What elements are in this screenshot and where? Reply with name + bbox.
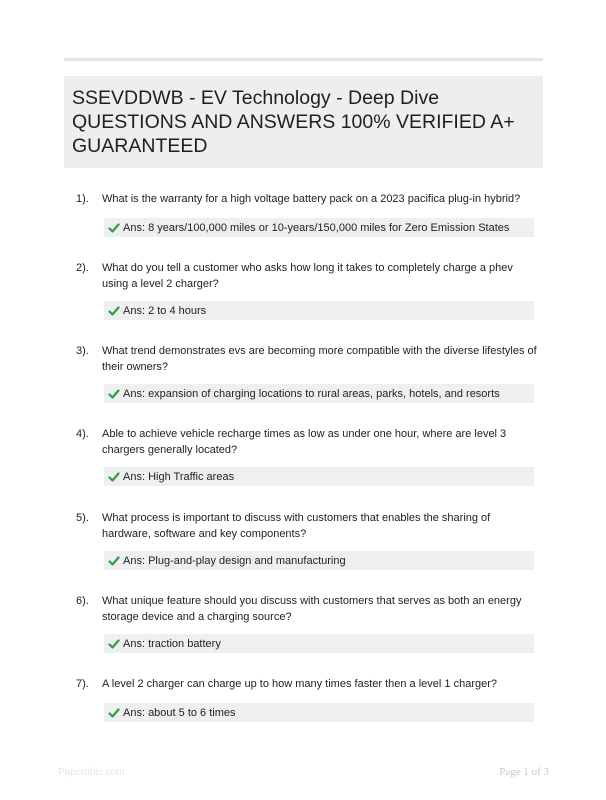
answer-text: Ans: traction battery: [123, 637, 221, 650]
document-title: [72, 86, 535, 158]
answer-box: [104, 467, 534, 486]
answer-box: [104, 218, 534, 237]
question-text: What process is important to discuss with customers that enables the sharing of hardware, software and key components?: [102, 512, 491, 540]
answer-box: [104, 703, 534, 722]
question-number: 1).: [76, 193, 89, 205]
question-number: 2).: [76, 262, 89, 274]
title-line: SSEVDDWB - EV Technology - Deep Dive: [72, 87, 440, 109]
answer-text: Ans: Plug-and-play design and manufacturing: [123, 554, 346, 567]
page-indicator: Page 1 of 3: [499, 766, 549, 778]
check-icon: [108, 222, 120, 234]
check-icon: [108, 305, 120, 317]
question-number: 6).: [76, 595, 89, 607]
check-icon: [108, 555, 120, 567]
question-text: What do you tell a customer who asks how long it takes to completely charge a phev using a level 2 charger?: [102, 262, 513, 290]
title-line: GUARANTEED: [72, 135, 208, 157]
question-number: 5).: [76, 512, 89, 524]
question-number: 3).: [76, 345, 89, 357]
answer-box: [104, 551, 534, 570]
answer-box: [104, 384, 534, 403]
answer-text: Ans: High Traffic areas: [123, 470, 235, 483]
answer-text: Ans: about 5 to 6 times: [123, 706, 236, 719]
answer-text: Ans: expansion of charging locations to rural areas, parks, hotels, and resorts: [123, 387, 500, 400]
check-icon: [108, 388, 120, 400]
question-number: 7).: [76, 678, 89, 690]
question-number: 4).: [76, 428, 89, 440]
check-icon: [108, 707, 120, 719]
check-icon: [108, 471, 120, 483]
top-divider: [64, 58, 543, 61]
watermark-text: Papertible.com: [58, 767, 125, 778]
question-text: A level 2 charger can charge up to how many times faster then a level 1 charger?: [102, 678, 497, 690]
answer-box: [104, 634, 534, 653]
question-text: Able to achieve vehicle recharge times as low as under one hour, where are level 3 chargers generally located?: [102, 428, 507, 456]
answer-box: [104, 301, 534, 320]
question-text: What is the warranty for a high voltage battery pack on a 2023 pacifica plug-in hybrid?: [102, 193, 521, 205]
check-icon: [108, 638, 120, 650]
answer-text: Ans: 8 years/100,000 miles or 10-years/150,000 miles for Zero Emission States: [123, 221, 510, 234]
title-banner: [64, 76, 543, 168]
title-line: QUESTIONS AND ANSWERS 100% VERIFIED A+: [72, 111, 515, 133]
answer-text: Ans: 2 to 4 hours: [123, 304, 207, 317]
question-text: What unique feature should you discuss with customers that serves as both an energy storage device and a charging source?: [102, 595, 522, 623]
question-text: What trend demonstrates evs are becoming more compatible with the diverse lifestyles of their owners?: [102, 345, 537, 373]
